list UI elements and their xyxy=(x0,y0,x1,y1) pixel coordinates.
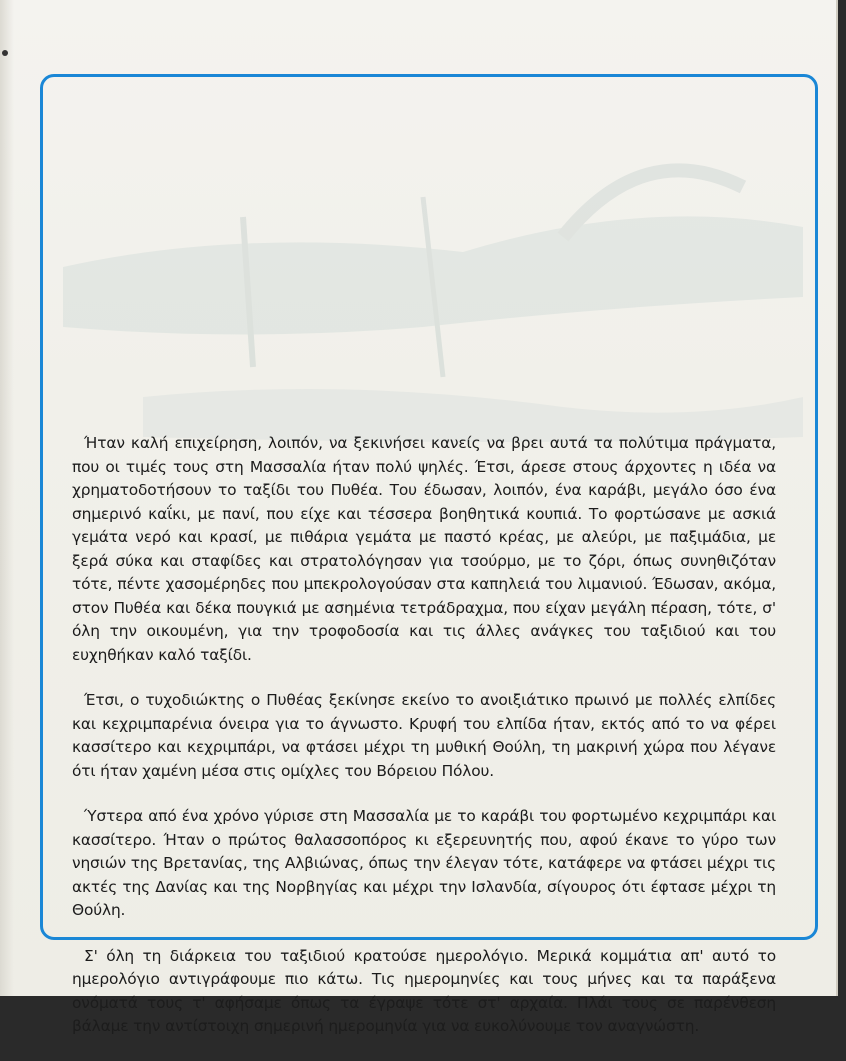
paragraph-3: Ύστερα από ένα χρόνο γύρισε στη Μασσαλία με το καράβι του φορτωμένο κεχριμπάρι και κασσίτερο. Ήταν ο πρώτος θαλασσοπόρος κι εξερευνητής που, αφού έκανε το γύρο των νησιών της Βρετανίας, της Αλβιώνας, όπως την έλεγαν τότε, κατάφερε να φτάσει μέχρι τις ακτές της Δανίας και της Νορβηγίας και μέχρι την Ισλανδία, σίγουρος ότι έφτασε μέχρι τη Θούλη. xyxy=(72,807,776,919)
paragraph-1: Ήταν καλή επιχείρηση, λοιπόν, να ξεκινήσει κανείς να βρει αυτά τα πολύτιμα πράγματα, που οι τιμές τους στη Μασσαλία ήταν πολύ ψηλές. Έτσι, άρεσε στους άρχοντες η ιδέα να χρηματοδοτήσουν το ταξίδι του Πυθέα. Του έδωσαν, λοιπόν, ένα καράβι, μεγάλο όσο ένα σημερινό καΐκι, με πανί, που είχε και τέσσερα βοηθητικά κουπιά. Το φορτώσανε με ασκιά γεμάτα νερό και κρασί, με πιθάρια γεμάτα με παστό κρέας, με αλεύρι, με παξιμάδια, με ξερά σύκα και σταφίδες και στρατολόγησαν για τσούρμο, με το ζόρι, όπως συνηθιζόταν τότε, πέντε χασομέρηδες που μπεκρολογούσαν στα καπηλειά του λιμανιού. Έδωσαν, ακόμα, στον Πυθέα και δέκα πουγκιά με ασημένια τετράδραχμα, που είχαν μεγάλη πέραση, τότε, σ' όλη την οικουμένη, για την τροφοδοσία και τις άλλες ανάγκες του ταξιδιού και του ευχηθήκαν καλό ταξίδι. xyxy=(72,434,776,664)
main-text xyxy=(72,432,776,1061)
paragraph-2: Έτσι, ο τυχοδιώκτης ο Πυθέας ξεκίνησε εκείνο το ανοιξιάτικο πρωινό με πολλές ελπίδες και κεχριμπαρένια όνειρα για το άγνωστο. Κρυφή του ελπίδα ήταν, εκτός από το να φέρει κασσίτερο και κεχριμπάρι, να φτάσει μέχρι τη μυθική Θούλη, τη μακρινή χώρα που λέγανε ότι ήταν χαμένη μέσα στις ομίχλες του Βόρειου Πόλου. xyxy=(72,691,776,780)
page-fold-shadow xyxy=(0,0,14,996)
binding-hole xyxy=(2,50,8,56)
paragraph-4: Σ' όλη τη διάρκεια του ταξιδιού κρατούσε ημερολόγιο. Μερικά κομμάτια απ' αυτό το ημερολόγιο αντιγράφουμε πιο κάτω. Τις ημερομηνίες και τους μήνες και τα παράξενα ονόματά τους τ' αφήσαμε όπως τα έγραψε τότε στ' αρχαία. Πλάι τους σε παρένθεση βάλαμε την αντίστοιχη σημερινή ημερομηνία για να ευκολύνουμε τον αναγνώστη. xyxy=(72,946,776,1035)
